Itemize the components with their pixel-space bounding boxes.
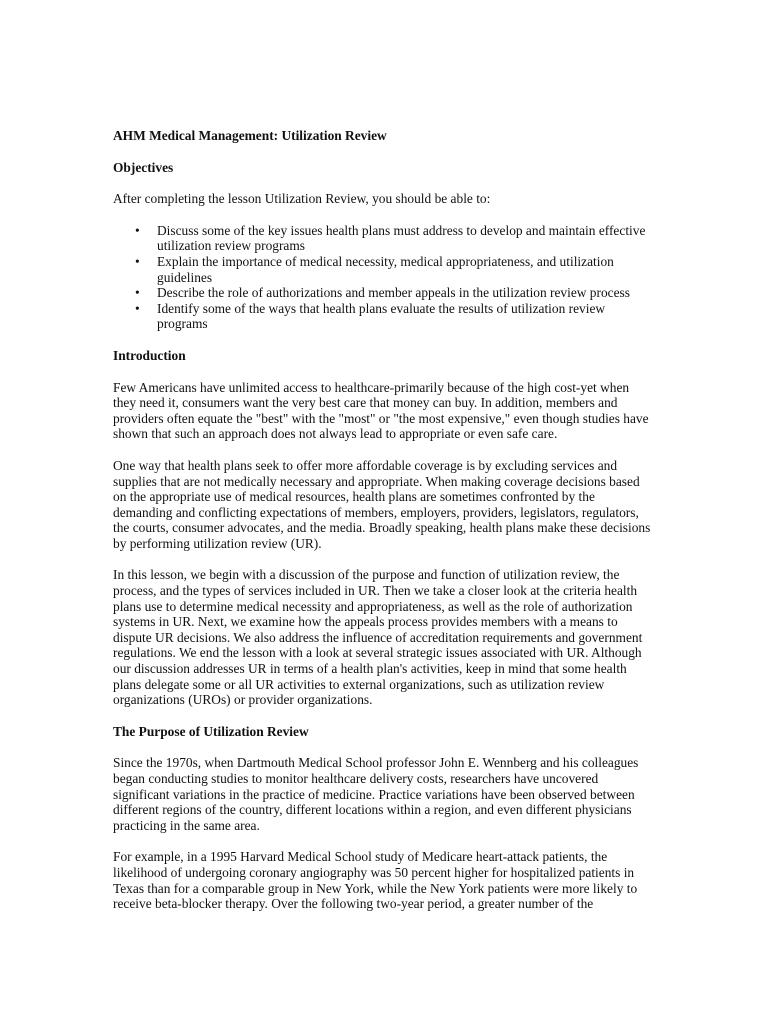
purpose-paragraph: Since the 1970s, when Dartmouth Medical School professor John E. Wennberg and his colleagues began conducting studies to monitor healthcare delivery costs, researchers have uncovered significant variations in the practice of medicine. Practice variations have been observed between different regions of the country, different locations within a region, and even different physicians practicing in the same area. xyxy=(113,755,639,833)
bullet-icon: • xyxy=(135,285,140,301)
introduction-heading: Introduction xyxy=(113,347,186,363)
introduction-paragraph: Few Americans have unlimited access to healthcare-primarily because of the high cost-yet when they need it, consumers want the very best care that money can buy. In addition, members and providers often equate the "best" with the "most" or "the most expensive," even though studies have shown that such an approach does not always lead to appropriate or even safe care. xyxy=(113,379,649,442)
list-item xyxy=(113,223,653,254)
introduction-paragraph: One way that health plans seek to offer more affordable coverage is by excluding services and supplies that are not medically necessary and appropriate. When making coverage decisions based on the appropriate use of medical resources, health plans are sometimes confronted by the demanding and conflicting expectations of members, employers, providers, legislators, regulators, the courts, consumer advocates, and the media. Broadly speaking, health plans make these decisions by performing utilization review (UR). xyxy=(113,457,651,551)
objectives-list xyxy=(113,223,653,332)
list-item-text: Describe the role of authorizations and member appeals in the utilization review process xyxy=(157,285,630,301)
purpose-heading: The Purpose of Utilization Review xyxy=(113,723,309,739)
objectives-heading: Objectives xyxy=(113,159,174,175)
bullet-icon: • xyxy=(135,300,140,316)
list-item-text: Identify some of the ways that health plans evaluate the results of utilization review programs xyxy=(157,300,606,332)
bullet-icon: • xyxy=(135,253,140,269)
objectives-intro: After completing the lesson Utilization Review, you should be able to: xyxy=(113,191,491,207)
document-page xyxy=(113,128,653,928)
document-title: AHM Medical Management: Utilization Review xyxy=(113,128,387,143)
purpose-paragraph: For example, in a 1995 Harvard Medical School study of Medicare heart-attack patients, the likelihood of undergoing coronary angiography was 50 percent higher for hospitalized patients in Texas than for a comparable group in New York, while the New York patients were more likely to receive beta-blocker therapy. Over the following two-year period, a greater number of the xyxy=(113,849,638,912)
list-item xyxy=(113,301,653,332)
list-item-text: Explain the importance of medical necessity, medical appropriateness, and utilization guidelines xyxy=(157,253,614,285)
introduction-paragraph: In this lesson, we begin with a discussion of the purpose and function of utilization review, the process, and the types of services included in UR. Then we take a closer look at the criteria health plans use to determine medical necessity and appropriateness, as well as the role of authorization systems in UR. Next, we examine how the appeals process provides members with a means to dispute UR decisions. We also address the influence of accreditation requirements and government regulations. We end the lesson with a look at several strategic issues associated with UR. Although our discussion addresses UR in terms of a health plan's activities, keep in mind that some health plans delegate some or all UR activities to external organizations, such as utilization review organizations (UROs) or provider organizations. xyxy=(113,567,643,708)
bullet-icon: • xyxy=(135,222,140,238)
list-item xyxy=(113,285,653,301)
list-item xyxy=(113,254,653,285)
list-item-text: Discuss some of the key issues health plans must address to develop and maintain effective utilization review programs xyxy=(157,222,646,254)
